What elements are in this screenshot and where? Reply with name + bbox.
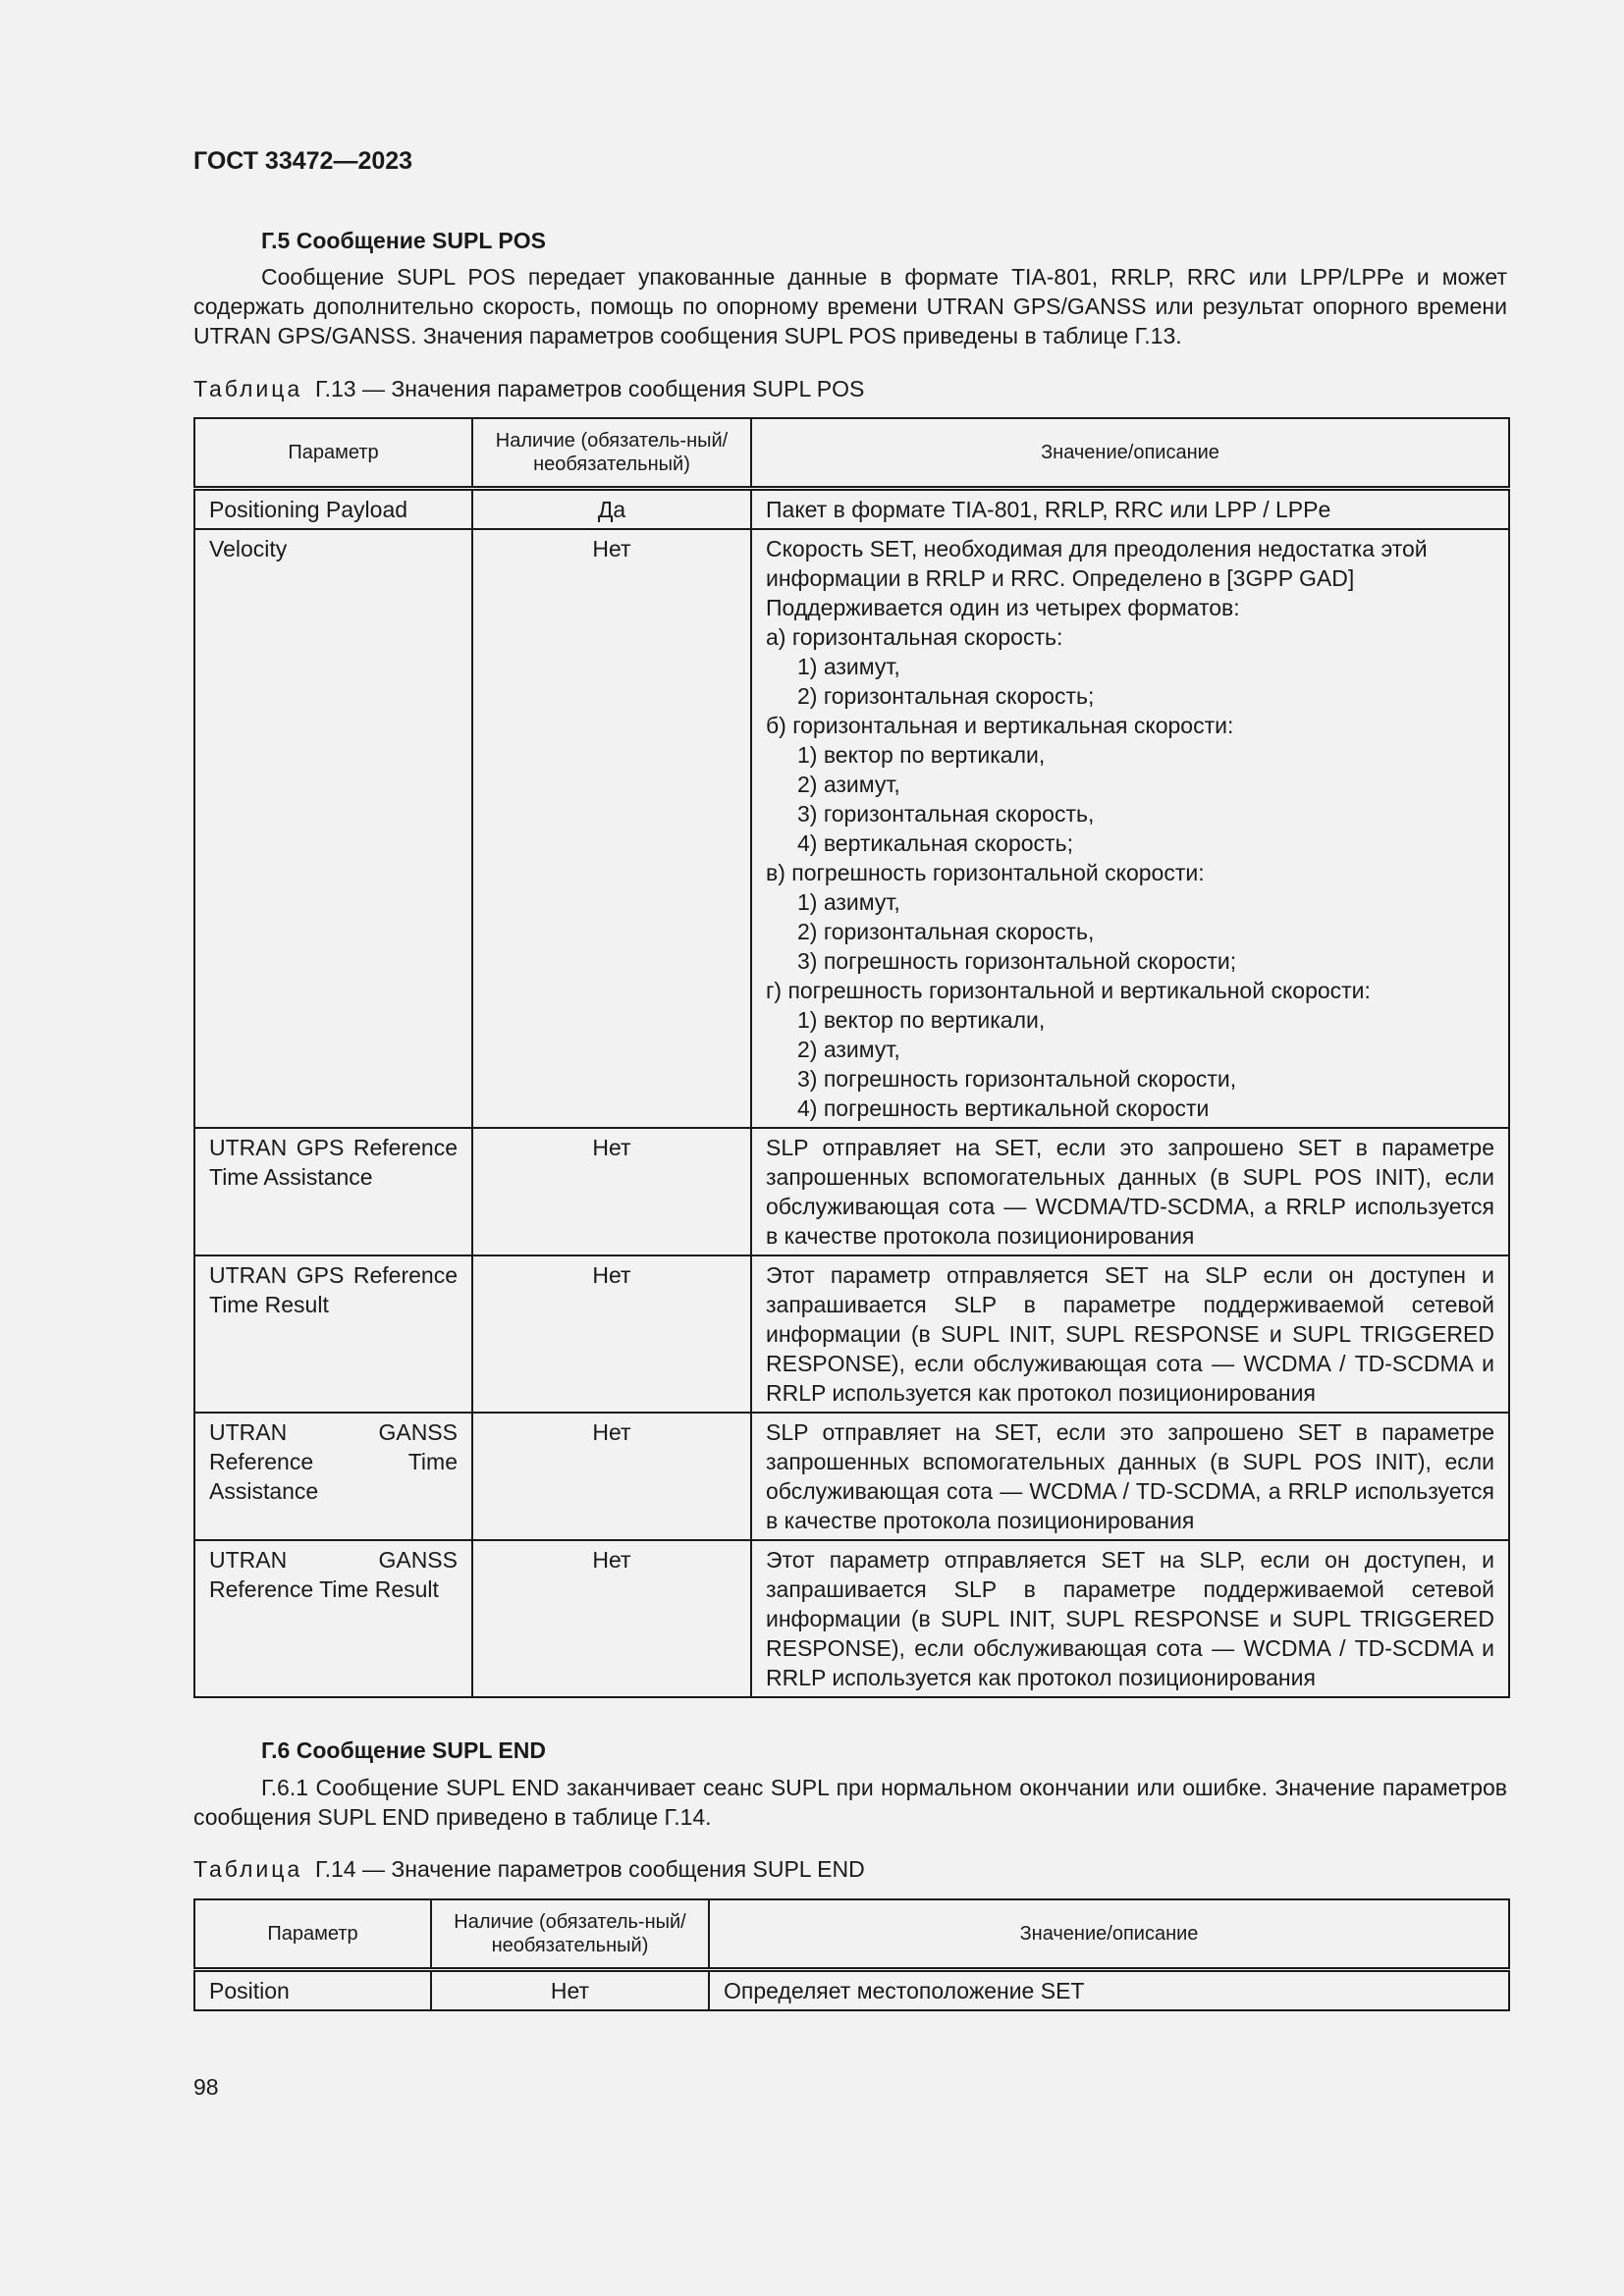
list-line: 4) вертикальная скорость; <box>797 829 1073 856</box>
list-line: Скорость SET, необходимая для преодоления недостатка этой <box>766 535 1428 561</box>
presence-cell: Да <box>472 488 751 529</box>
table-row <box>194 488 1509 529</box>
section-title-g5: Г.5 Сообщение SUPL POS <box>261 228 546 253</box>
value-cell: Пакет в формате TIA-801, RRLP, RRC или LPP / LPPe <box>751 488 1509 529</box>
table13-caption <box>193 376 864 402</box>
header-presence: Наличие (обязатель-ный/необязательный) <box>431 1899 709 1969</box>
table-row <box>194 1128 1509 1255</box>
param-cell: UTRAN GPS Reference Time Result <box>194 1255 472 1413</box>
presence-cell: Нет <box>472 1413 751 1540</box>
param-cell: UTRAN GANSS Reference Time Result <box>194 1540 472 1697</box>
section-title-g6: Г.6 Сообщение SUPL END <box>261 1737 546 1763</box>
table-header-row <box>194 418 1509 488</box>
table-row <box>194 1255 1509 1413</box>
value-cell: SLP отправляет на SET, если это запрошено SET в параметре запрошенных вспомогательных данных (в SUPL POS INIT), если обслуживающая сота — WCDMA/TD-SCDMA, а RRLP используется в качестве протокола позиционирования <box>751 1128 1509 1255</box>
list-line: 4) погрешность вертикальной скорости <box>797 1095 1210 1121</box>
presence-cell: Нет <box>472 1255 751 1413</box>
list-line: информации в RRLP и RRC. Определено в [3GPP GAD] <box>766 564 1355 591</box>
list-line: Поддерживается один из четырех форматов: <box>766 594 1240 620</box>
table-row <box>194 1540 1509 1697</box>
section-g5-text <box>193 262 1507 350</box>
list-line: 2) горизонтальная скорость; <box>797 682 1095 709</box>
value-cell: Определяет местоположение SET <box>709 1969 1509 2010</box>
table-row <box>194 1413 1509 1540</box>
value-cell: Этот параметр отправляется SET на SLP, если он доступен, и запрашивается SLP в параметре поддерживаемой сетевой информации (в SUPL INIT, SUPL RESPONSE и SUPL TRIGGERED RESPONSE), если обслуживающая сота — WCDMA / TD-SCDMA и RRLP используется как протокол позиционирования <box>751 1540 1509 1697</box>
table-row <box>194 1969 1509 2010</box>
caption-text: Г.14 — Значение параметров сообщения SUPL END <box>314 1856 865 1882</box>
param-cell: Position <box>194 1969 431 2010</box>
table14 <box>193 1898 1510 2011</box>
list-line: 3) погрешность горизонтальной скорости; <box>797 947 1237 974</box>
list-line: 1) вектор по вертикали, <box>797 1006 1046 1033</box>
list-line: 3) горизонтальная скорость, <box>797 800 1095 827</box>
param-cell: UTRAN GPS Reference Time Assistance <box>194 1128 472 1255</box>
list-line: 1) азимут, <box>797 653 900 679</box>
list-line: 1) азимут, <box>797 888 900 915</box>
document-code: ГОСТ 33472—2023 <box>193 147 413 175</box>
list-line: 3) погрешность горизонтальной скорости, <box>797 1065 1237 1092</box>
section-g6-text <box>193 1773 1507 1832</box>
presence-cell: Нет <box>431 1969 709 2010</box>
header-value: Значение/описание <box>709 1899 1509 1969</box>
list-line: 1) вектор по вертикали, <box>797 741 1046 768</box>
header-param: Параметр <box>194 418 472 488</box>
list-line: б) горизонтальная и вертикальная скорости: <box>766 712 1234 738</box>
list-line: 2) азимут, <box>797 771 900 797</box>
header-param: Параметр <box>194 1899 431 1969</box>
presence-cell: Нет <box>472 1128 751 1255</box>
table-header-row <box>194 1899 1509 1969</box>
paragraph: Г.6.1 Сообщение SUPL END заканчивает сеанс SUPL при нормальном окончании или ошибке. Значение параметров сообщения SUPL END приведено в таблице Г.14. <box>193 1775 1507 1830</box>
header-value: Значение/описание <box>751 418 1509 488</box>
list-line: 2) горизонтальная скорость, <box>797 918 1095 944</box>
list-line: г) погрешность горизонтальной и вертикальной скорости: <box>766 977 1371 1003</box>
list-line: 2) азимут, <box>797 1036 900 1062</box>
presence-cell: Нет <box>472 529 751 1128</box>
value-cell: Этот параметр отправляется SET на SLP если он доступен и запрашивается SLP в параметре поддерживаемой сетевой информации (в SUPL INIT, SUPL RESPONSE и SUPL TRIGGERED RESPONSE), если обслуживающая сота — WCDMA / TD-SCDMA и RRLP используется как протокол позиционирования <box>751 1255 1509 1413</box>
list-line: в) погрешность горизонтальной скорости: <box>766 859 1205 885</box>
value-cell <box>751 529 1509 1128</box>
page-number: 98 <box>193 2074 219 2100</box>
param-cell: UTRAN GANSS Reference Time Assistance <box>194 1413 472 1540</box>
header-presence: Наличие (обязатель-ный/необязательный) <box>472 418 751 488</box>
caption-prefix: Таблица <box>193 1856 303 1882</box>
table-row <box>194 529 1509 1128</box>
caption-prefix: Таблица <box>193 376 303 401</box>
table14-caption <box>193 1856 865 1883</box>
value-cell: SLP отправляет на SET, если это запрошено SET в параметре запрошенных вспомогательных данных (в SUPL POS INIT), если обслуживающая сота — WCDMA / TD-SCDMA, а RRLP используется в качестве протокола позиционирования <box>751 1413 1509 1540</box>
paragraph: Сообщение SUPL POS передает упакованные данные в формате TIA-801, RRLP, RRC или LPP/LPPe и может содержать дополнительно скорость, помощь по опорному времени UTRAN GPS/GANSS или результат опорного времени UTRAN GPS/GANSS. Значения параметров сообщения SUPL POS приведены в таблице Г.13. <box>193 264 1507 348</box>
table13 <box>193 417 1510 1698</box>
param-cell: Positioning Payload <box>194 488 472 529</box>
presence-cell: Нет <box>472 1540 751 1697</box>
caption-text: Г.13 — Значения параметров сообщения SUPL POS <box>314 376 865 401</box>
param-cell: Velocity <box>194 529 472 1128</box>
list-line: а) горизонтальная скорость: <box>766 623 1063 650</box>
